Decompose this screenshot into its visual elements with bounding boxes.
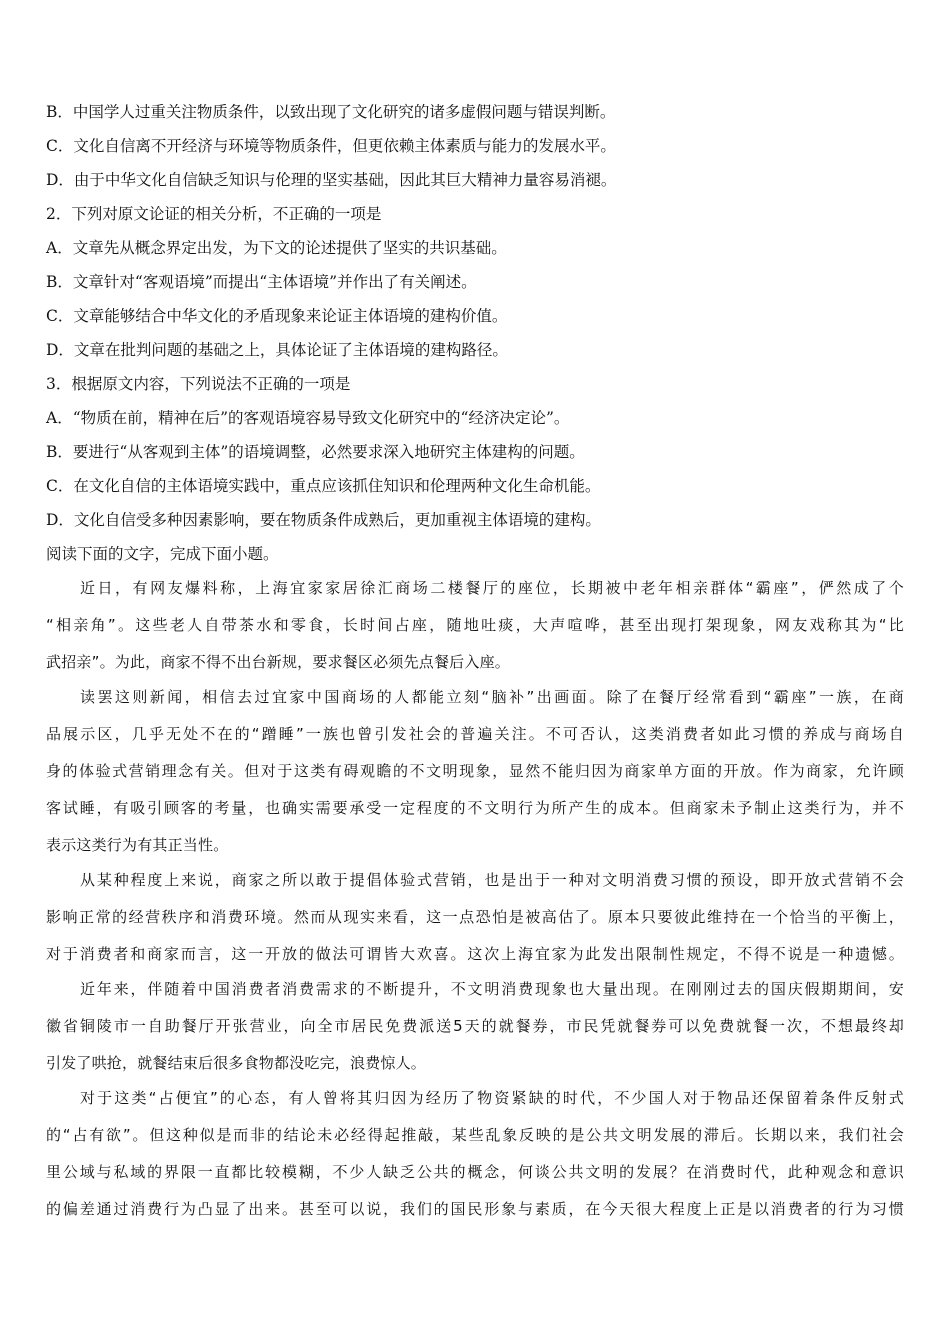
passage-line: 的偏差通过消费行为凸显了出来。甚至可以说，我们的国民形象与素质，在今天很大程度上正是以消费者的行为习惯 [46,1200,904,1218]
passage-line: 徽省铜陵市一自助餐厅开张营业，向全市居民免费派送5天的就餐券，市民凭就餐券可以免费就餐一次，不想最终却 [46,1017,904,1035]
q2-option-a: A．文章先从概念界定出发，为下文的论述提供了坚实的共识基础。 [46,239,507,257]
q2-stem: 2．下列对原文论证的相关分析，不正确的一项是 [46,205,382,223]
passage-line: 对于这类“占便宜”的心态，有人曾将其归因为经历了物资紧缺的时代，不少国人对于物品还保留着条件反射式 [80,1089,904,1107]
passage-line: 表示这类行为有其正当性。 [46,836,229,854]
passage-line: 影响正常的经营秩序和消费环境。然而从现实来看，这一点恐怕是被高估了。原本只要彼此维持在一个恰当的平衡上， [46,908,904,926]
q3-option-d: D．文化自信受多种因素影响，要在物质条件成熟后，更加重视主体语境的建构。 [46,511,601,529]
passage-line: 近日，有网友爆料称，上海宜家家居徐汇商场二楼餐厅的座位，长期被中老年相亲群体“霸座”，俨然成了个 [80,579,904,597]
q2-option-d: D．文章在批判问题的基础之上，具体论证了主体语境的建构路径。 [46,341,508,359]
passage-line: 武招亲”。为此，商家不得不出台新规，要求餐区必须先点餐后入座。 [46,653,510,671]
passage-line: 引发了哄抢，就餐结束后很多食物都没吃完，浪费惊人。 [46,1054,427,1072]
q1-option-c: C．文化自信离不开经济与环境等物质条件，但更依赖主体素质与能力的发展水平。 [46,137,616,155]
reading-instruction: 阅读下面的文字，完成下面小题。 [46,545,279,563]
q3-option-b: B．要进行“从客观到主体”的语境调整，必然要求深入地研究主体建构的问题。 [46,443,585,461]
passage-line: 品展示区，几乎无处不在的“蹭睡”一族也曾引发社会的普遍关注。不可否认，这类消费者如此习惯的养成与商场自 [46,725,904,743]
passage-line: 里公域与私域的界限一直都比较模糊，不少人缺乏公共的概念，何谈公共文明的发展？在消费时代，此种观念和意识 [46,1163,904,1181]
q2-option-c: C．文章能够结合中华文化的矛盾现象来论证主体语境的建构价值。 [46,307,508,325]
passage-line: 身的体验式营销理念有关。但对于这类有碍观瞻的不文明现象，显然不能归因为商家单方面的开放。作为商家，允许顾 [46,762,904,780]
passage-line: 客试睡，有吸引顾客的考量，也确实需要承受一定程度的不文明行为所产生的成本。但商家未予制止这类行为，并不 [46,799,904,817]
passage-line: “相亲角”。这些老人自带茶水和零食，长时间占座，随地吐痰，大声喧哗，甚至出现打架现象，网友戏称其为“比 [46,616,904,634]
passage-line: 读罢这则新闻，相信去过宜家中国商场的人都能立刻“脑补”出画面。除了在餐厅经常看到“霸座”一族，在商 [80,688,904,706]
q2-option-b: B．文章针对“客观语境”而提出“主体语境”并作出了有关阐述。 [46,273,477,291]
q3-option-a: A．“物质在前，精神在后”的客观语境容易导致文化研究中的“经济决定论”。 [46,409,570,427]
passage-line: 近年来，伴随着中国消费者消费需求的不断提升，不文明消费现象也大量出现。在刚刚过去的国庆假期期间，安 [80,980,904,998]
passage-line: 的“占有欲”。但这种似是而非的结论未必经得起推敲，某些乱象反映的是公共文明发展的滞后。长期以来，我们社会 [46,1126,904,1144]
passage-line: 从某种程度上来说，商家之所以敢于提倡体验式营销，也是出于一种对文明消费习惯的预设，即开放式营销不会 [80,871,904,889]
q3-stem: 3．根据原文内容，下列说法不正确的一项是 [46,375,351,393]
q1-option-d: D．由于中华文化自信缺乏知识与伦理的坚实基础，因此其巨大精神力量容易消褪。 [46,171,617,189]
q3-option-c: C．在文化自信的主体语境实践中，重点应该抓住知识和伦理两种文化生命机能。 [46,477,601,495]
passage-line: 对于消费者和商家而言，这一开放的做法可谓皆大欢喜。这次上海宜家为此发出限制性规定，不得不说是一种遗憾。 [46,945,904,963]
q1-option-b: B．中国学人过重关注物质条件，以致出现了文化研究的诸多虚假问题与错误判断。 [46,103,616,121]
